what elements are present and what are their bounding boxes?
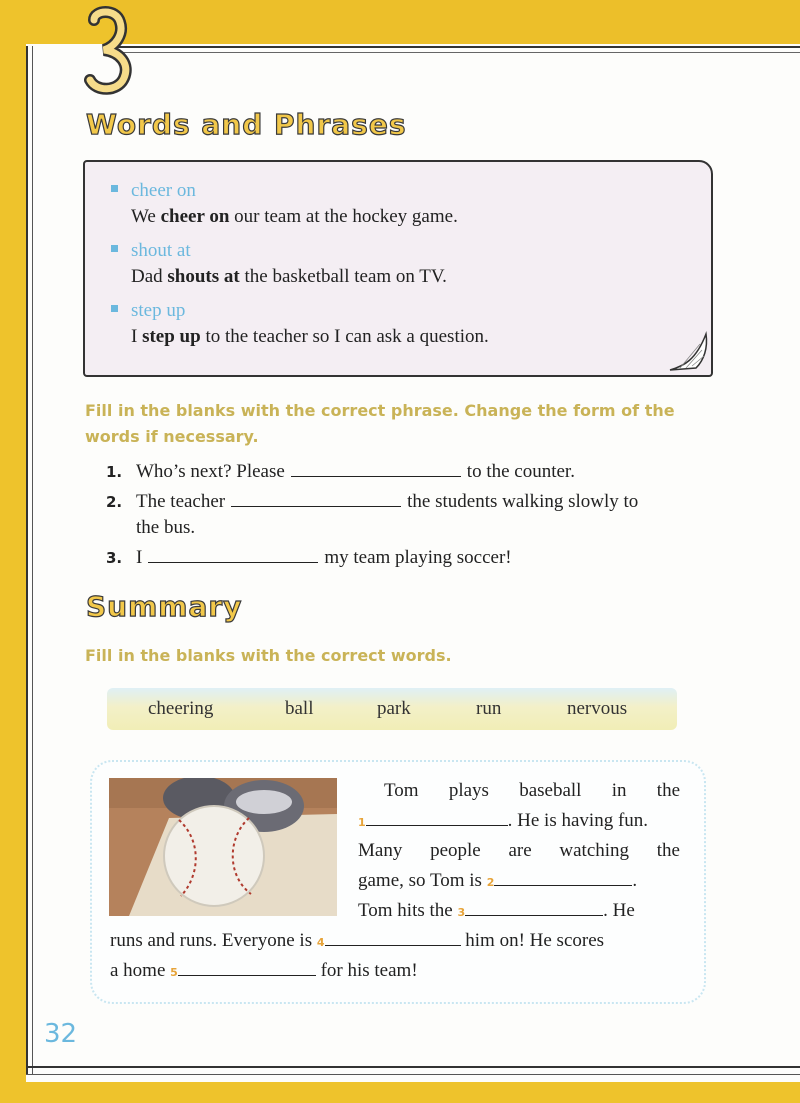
page-frame-bottom — [26, 1066, 800, 1075]
summary-heading: Summary — [86, 590, 243, 623]
phrase-item — [111, 298, 489, 350]
phrase-item — [111, 238, 447, 290]
answer-blank[interactable] — [494, 867, 632, 886]
phrase-term: shout at — [131, 240, 191, 261]
phrase-term: cheer on — [131, 180, 196, 201]
answer-blank[interactable] — [178, 957, 316, 976]
bottom-border-strip — [0, 1082, 800, 1103]
word-bank-item: cheering — [148, 698, 214, 719]
summary-instruction: Fill in the blanks with the correct words. — [85, 646, 452, 665]
example-sentence: We cheer on our team at the hockey game. — [131, 206, 458, 227]
word-bank — [107, 688, 677, 730]
question-2: 2. The teacher the students walking slowly to the bus. — [106, 488, 716, 541]
page-number: 32 — [44, 1019, 78, 1049]
question-1: 1. Who’s next? Please to the counter. — [106, 458, 716, 485]
answer-blank[interactable] — [325, 927, 461, 946]
answer-blank[interactable] — [291, 458, 461, 477]
example-sentence: I step up to the teacher so I can ask a question. — [131, 326, 489, 347]
binder-ring-icon — [76, 4, 136, 96]
example-sentence: Dad shouts at the basketball team on TV. — [131, 266, 447, 287]
phrase-item — [111, 178, 458, 230]
left-border-strip — [0, 0, 26, 1103]
baseball-icon — [109, 778, 337, 916]
page-frame-top — [110, 46, 800, 53]
page-curl-icon — [666, 330, 712, 376]
bullet-square-icon — [111, 245, 118, 252]
word-bank-item: ball — [285, 698, 314, 719]
question-3: 3. I my team playing soccer! — [106, 544, 716, 571]
answer-blank[interactable] — [148, 544, 318, 563]
phrase-box — [83, 160, 713, 377]
word-bank-item: run — [476, 698, 502, 719]
page-frame-left — [26, 46, 33, 1074]
word-bank-item: nervous — [567, 698, 628, 719]
word-bank-item: park — [377, 698, 411, 719]
answer-blank[interactable] — [231, 488, 401, 507]
answer-blank[interactable] — [366, 807, 508, 826]
phrase-term: step up — [131, 300, 186, 321]
answer-blank[interactable] — [465, 897, 603, 916]
words-and-phrases-heading: Words and Phrases — [86, 108, 407, 141]
exercise-instruction: Fill in the blanks with the correct phrase. Change the form of the words if necessary. — [85, 401, 675, 446]
bullet-square-icon — [111, 185, 118, 192]
bullet-square-icon — [111, 305, 118, 312]
baseball-photo — [109, 778, 337, 916]
